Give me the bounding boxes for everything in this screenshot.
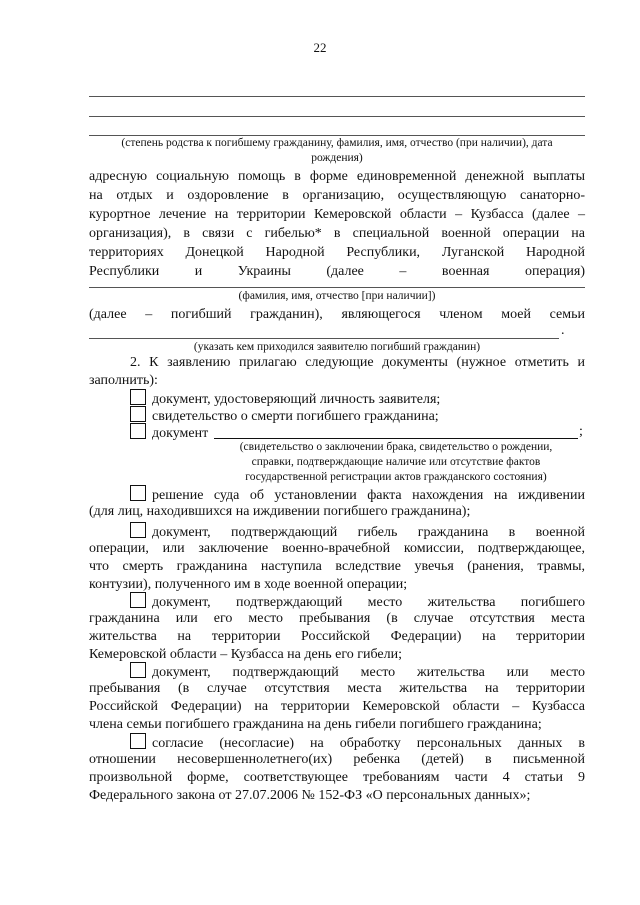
- fio-line[interactable]: [89, 287, 585, 288]
- text-line: контузии), полученного им в ходе военной операции;: [89, 577, 408, 592]
- checkbox-label: документ, подтверждающий гибель гражданина в военной: [152, 525, 585, 540]
- text-line: жительства на территории Российской Федерации) на территории: [89, 629, 585, 644]
- checkbox[interactable]: [130, 389, 146, 405]
- text-line: Федерального закона от 27.07.2006 № 152-ФЗ «О персональных данных»;: [89, 788, 531, 803]
- text-line: отношении несовершеннолетнего(их) ребенка (детей) в письменной: [89, 752, 585, 767]
- text-line: организация), в связи с гибелью* в специальной военной операции на: [89, 226, 585, 241]
- checkbox-label: согласие (несогласие) на обработку персональных данных в: [152, 736, 585, 751]
- checkbox[interactable]: [130, 522, 146, 538]
- text-line: пребывания (в случае отсутствия места жительства на территории: [89, 681, 585, 696]
- text-line: операции, или заключение военно-врачебной комиссии, подтверждающее,: [89, 541, 585, 556]
- checkbox-label: решение суда об установлении факта нахождения на иждивении: [152, 488, 585, 503]
- checkbox[interactable]: [130, 662, 146, 678]
- text-line: гражданина или его место пребывания (в случае отсутствия места: [89, 611, 585, 626]
- who-line[interactable]: [89, 338, 559, 339]
- text-line: что смерть гражданина наступила вследствие увечья (ранения, травмы,: [89, 559, 585, 574]
- checkbox-item-3[interactable]: [130, 423, 208, 443]
- caption-who: (указать кем приходился заявителю погибший гражданин): [193, 341, 481, 353]
- checkbox-label: документ: [152, 426, 209, 441]
- caption-relation: [89, 136, 585, 166]
- caption-line: справки, подтверждающие наличие или отсутствие фактов: [251, 456, 541, 468]
- text-line: .: [561, 323, 565, 338]
- text-line: произвольной форме, соответствующее требованиям части 4 статьи 9: [89, 770, 585, 785]
- text-line: (далее – погибший гражданин), являющегося членом моей семьи: [89, 307, 585, 322]
- caption-line: (степень родства к погибшему гражданину, фамилия, имя, отчество (при наличии), дата: [121, 137, 553, 149]
- text-line: 2. К заявлению прилагаю следующие документы (нужное отметить и: [130, 355, 585, 370]
- text-line: территориях Донецкой Народной Республики, Луганской Народной: [89, 245, 585, 260]
- caption-line: рождения): [311, 152, 363, 164]
- checkbox[interactable]: [130, 733, 146, 749]
- text-line: Республики и Украины (далее – военная операция): [89, 264, 585, 279]
- text-line: на отдых и оздоровление в организацию, осуществляющую санаторно-: [89, 188, 585, 203]
- checkbox-label: документ, подтверждающий место жительства или место: [152, 665, 585, 680]
- document-fill-line[interactable]: [214, 438, 578, 439]
- checkbox-label: свидетельство о смерти погибшего гражданина;: [152, 409, 439, 424]
- page-number: 22: [313, 40, 327, 55]
- checkbox[interactable]: [130, 592, 146, 608]
- caption-line: государственной регистрации актов гражданского состояния): [245, 471, 547, 483]
- checkbox[interactable]: [130, 485, 146, 501]
- caption-fio: (фамилия, имя, отчество [при наличии]): [238, 290, 436, 302]
- caption-doc: [212, 440, 580, 485]
- text-line: заполнить):: [89, 373, 158, 388]
- caption-line: (свидетельство о заключении брака, свидетельство о рождении,: [239, 441, 553, 453]
- checkbox[interactable]: [130, 406, 146, 422]
- text-line: члена семьи погибшего гражданина на день гибели погибшего гражданина;: [89, 717, 542, 732]
- text-line: Российской Федерации) на территории Кемеровской области – Кузбасса: [89, 699, 585, 714]
- blank-line-1[interactable]: [89, 96, 585, 97]
- text-line: ;: [579, 424, 583, 439]
- text-line: Кемеровской области – Кузбасса на день его гибели;: [89, 647, 402, 662]
- checkbox[interactable]: [130, 423, 146, 439]
- checkbox-label: документ, удостоверяющий личность заявителя;: [152, 392, 441, 407]
- blank-line-2[interactable]: [89, 116, 585, 117]
- text-line: курортное лечение на территории Кемеровской области – Кузбасса (далее –: [89, 207, 585, 222]
- text-line: адресную социальную помощь в форме единовременной денежной выплаты: [89, 169, 585, 184]
- checkbox-label: документ, подтверждающий место жительства погибшего: [152, 595, 585, 610]
- text-line: (для лиц, находившихся на иждивении погибшего гражданина);: [89, 504, 471, 519]
